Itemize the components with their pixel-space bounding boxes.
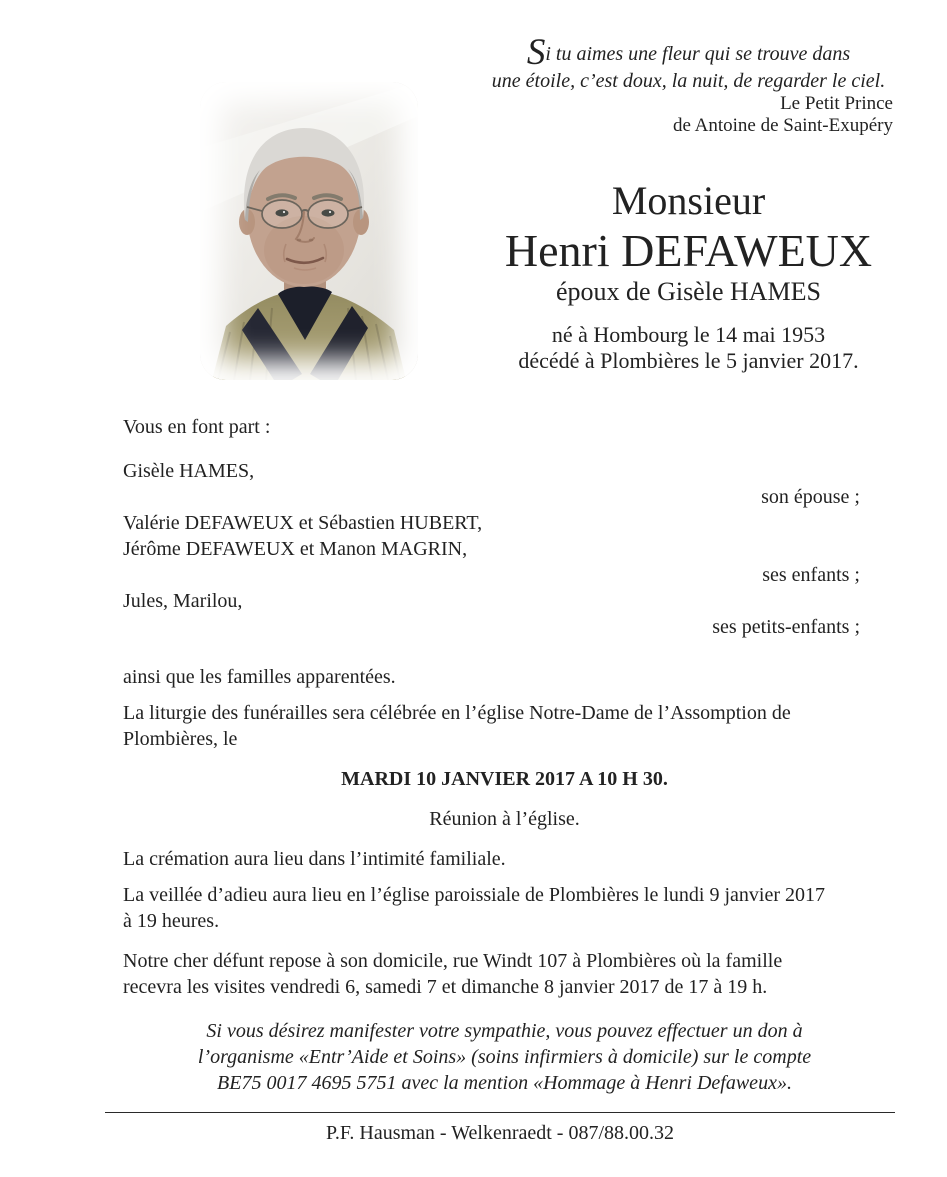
related-families-line: ainsi que les familles apparentées. bbox=[123, 666, 396, 688]
family-member-line: Jérôme DEFAWEUX et Manon MAGRIN, bbox=[123, 538, 468, 560]
quote-drop-initial: S bbox=[526, 32, 546, 73]
quote-line-1-text: i tu aimes une fleur qui se trouve dans bbox=[545, 43, 851, 65]
vigil-line: La veillée d’adieu aura lieu en l’église paroissiale de Plombières le lundi 9 janvier 2017 bbox=[123, 884, 825, 906]
quote-source: Le Petit Prince bbox=[780, 93, 893, 114]
donation-line: l’organisme «Entr’Aide et Soins» (soins infirmiers à domicile) sur le compte bbox=[197, 1046, 812, 1068]
visits-line: Notre cher défunt repose à son domicile, rue Windt 107 à Plombières où la famille bbox=[123, 950, 783, 972]
family-relation-label: son épouse ; bbox=[761, 486, 860, 508]
family-member-line: Gisèle HAMES, bbox=[123, 460, 255, 482]
donation-line: Si vous désirez manifester votre sympathie, vous pouvez effectuer un don à bbox=[206, 1020, 803, 1042]
memorial-quote-line-1 bbox=[430, 32, 947, 73]
header-right-column bbox=[430, 32, 947, 374]
cremation-line: La crémation aura lieu dans l’intimité familiale. bbox=[123, 848, 506, 870]
family-relation-label: ses enfants ; bbox=[762, 564, 860, 586]
portrait-illustration bbox=[200, 82, 418, 380]
funeral-home-contact: P.F. Hausman - Welkenraedt - 087/88.00.32 bbox=[325, 1122, 675, 1144]
deceased-spouse-line: époux de Gisèle HAMES bbox=[555, 277, 821, 306]
quote-author: de Antoine de Saint-Exupéry bbox=[672, 115, 893, 136]
liturgy-paragraph bbox=[123, 700, 886, 752]
ceremony-datetime: MARDI 10 JANVIER 2017 A 10 H 30. bbox=[341, 768, 668, 790]
portrait-photo bbox=[200, 82, 418, 380]
announcement-body bbox=[123, 414, 886, 1096]
donation-paragraph bbox=[123, 1018, 886, 1096]
family-relation-label: ses petits-enfants ; bbox=[712, 616, 860, 638]
donation-line: BE75 0017 4695 5751 avec la mention «Hommage à Henri Defaweux». bbox=[217, 1072, 792, 1094]
vigil-line: à 19 heures. bbox=[123, 910, 220, 932]
liturgy-line: Plombières, le bbox=[123, 728, 238, 750]
footer-divider bbox=[105, 1112, 895, 1113]
vigil-paragraph bbox=[123, 882, 886, 934]
liturgy-line: La liturgie des funérailles sera célébrée en l’église Notre-Dame de l’Assomption de bbox=[123, 702, 791, 724]
visits-paragraph bbox=[123, 948, 886, 1000]
meeting-line: Réunion à l’église. bbox=[429, 808, 580, 830]
visits-line: recevra les visites vendredi 6, samedi 7 et dimanche 8 janvier 2017 de 17 à 19 h. bbox=[123, 976, 768, 998]
deceased-death-line: décédé à Plombières le 5 janvier 2017. bbox=[518, 348, 859, 373]
family-member-line: Valérie DEFAWEUX et Sébastien HUBERT, bbox=[123, 512, 483, 534]
announcement-intro: Vous en font part : bbox=[123, 416, 271, 438]
memorial-quote-line-2: une étoile, c’est doux, la nuit, de regarder le ciel. bbox=[491, 70, 886, 92]
deceased-title: Monsieur bbox=[611, 178, 766, 223]
family-member-line: Jules, Marilou, bbox=[123, 590, 243, 612]
deceased-name: Henri DEFAWEUX bbox=[504, 225, 873, 276]
deceased-birth-line: né à Hombourg le 14 mai 1953 bbox=[551, 322, 826, 347]
